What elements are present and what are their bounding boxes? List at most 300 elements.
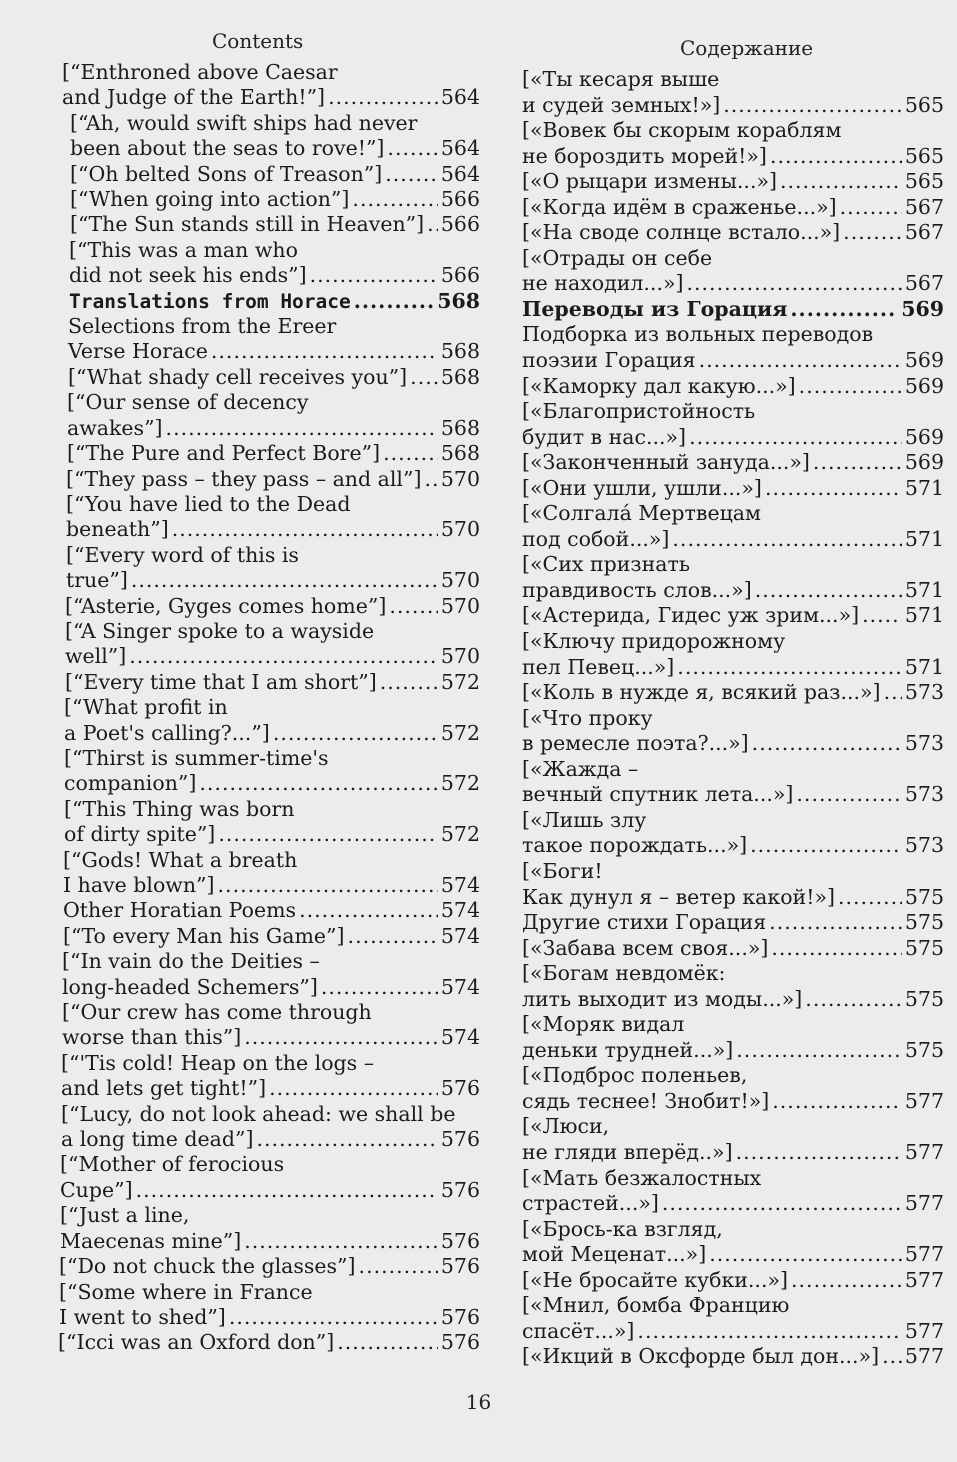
dot-leader — [838, 885, 902, 911]
toc-entry[interactable] — [522, 1217, 944, 1268]
page-ref: 577 — [904, 1191, 944, 1216]
toc-entry[interactable] — [63, 848, 480, 899]
page-ref: 572 — [440, 720, 480, 745]
entry-last-line — [61, 1127, 480, 1152]
toc-entry[interactable] — [522, 552, 944, 603]
entry-last-line — [522, 782, 944, 808]
dot-leader — [424, 467, 437, 492]
page-ref: 576 — [440, 1228, 480, 1253]
page-ref: 574 — [440, 923, 480, 948]
entry-title-line: [«Вовек бы скорым кораблям — [522, 118, 842, 143]
dot-leader — [269, 1076, 438, 1101]
entry-last-line — [522, 910, 944, 936]
entry-title-line: [“To every Man his Game”] — [63, 923, 345, 948]
entry-title-line: Cupe”] — [60, 1177, 133, 1202]
page-ref: 565 — [904, 169, 944, 194]
toc-entry[interactable] — [64, 695, 480, 746]
entry-title-line: [“This was a man who — [69, 237, 298, 262]
entry-last-line — [58, 1330, 480, 1355]
page-ref: 572 — [440, 669, 480, 694]
entry-last-line — [61, 1076, 480, 1101]
entry-last-line — [69, 263, 480, 288]
toc-entry[interactable] — [522, 220, 944, 246]
toc-entry[interactable] — [522, 1344, 944, 1370]
page-ref: 575 — [904, 986, 944, 1011]
entry-title-line: Как дунул я – ветер какой!»] — [522, 884, 835, 909]
dot-leader — [723, 93, 902, 119]
page-ref: 573 — [904, 731, 944, 756]
toc-entry[interactable] — [522, 936, 944, 962]
page-ref: 567 — [904, 220, 944, 245]
dot-leader — [256, 1127, 437, 1152]
dot-leader — [677, 655, 902, 681]
page-ref: 576 — [440, 1177, 480, 1202]
page-ref: 565 — [904, 143, 944, 168]
page-ref: 577 — [904, 1318, 944, 1343]
dot-leader — [299, 898, 438, 923]
dot-leader — [672, 527, 901, 553]
dot-leader — [131, 568, 438, 593]
entry-last-line — [522, 144, 944, 170]
entry-title-line: [“Thirst is summer-time's — [64, 745, 329, 770]
page-ref: 566 — [440, 212, 480, 237]
entry-last-line — [522, 731, 944, 757]
page-ref: 576 — [440, 1076, 480, 1101]
entry-title-line: [«Боги! — [522, 858, 603, 883]
entry-title-line: awakes”] — [67, 415, 163, 440]
page-ref: 564 — [440, 136, 480, 161]
dot-leader — [770, 144, 902, 170]
page-ref: 574 — [440, 898, 480, 923]
entry-title-line: beneath”] — [66, 517, 169, 542]
page-ref: 577 — [904, 1088, 944, 1113]
page-ref: 576 — [440, 1127, 480, 1152]
entry-last-line — [67, 416, 480, 441]
toc-entries-russian — [522, 67, 944, 1370]
page-ref: 571 — [904, 603, 944, 628]
entry-last-line — [62, 85, 480, 110]
entry-title-line: long-headed Schemers”] — [62, 974, 318, 999]
dot-leader — [884, 680, 902, 706]
entry-title-line: [“Icci was an Oxford don”] — [58, 1330, 335, 1355]
entry-title-line: Переводы из Горация — [522, 296, 788, 321]
toc-entry[interactable] — [522, 476, 944, 502]
entry-last-line — [522, 680, 944, 706]
entry-title-line: [«О рыцари измены...»] — [522, 169, 777, 194]
entry-last-line — [522, 1191, 944, 1217]
entry-last-line — [522, 450, 944, 476]
page-ref: 568 — [440, 364, 480, 389]
entry-title-line: of dirty spite”] — [64, 822, 216, 847]
dot-leader — [813, 450, 902, 476]
entry-title-line: Translations from Horace — [69, 289, 351, 313]
page-ref: 577 — [904, 1267, 944, 1292]
page-ref: 571 — [904, 577, 944, 602]
toc-entry[interactable] — [522, 961, 944, 1012]
entry-title-line: [«Они ушли, ушли...»] — [522, 475, 762, 500]
entry-title-line: [«Отрады он себе — [522, 245, 713, 270]
toc-entry[interactable] — [522, 1114, 944, 1165]
entry-title-line: [“They pass – they pass – and all”] — [66, 466, 422, 491]
entry-last-line — [64, 822, 480, 847]
toc-entry[interactable] — [66, 492, 480, 543]
entry-last-line — [522, 195, 944, 221]
contents-heading: Contents — [212, 29, 304, 53]
entry-last-line — [65, 670, 480, 695]
entry-last-line — [522, 1089, 944, 1115]
entry-last-line — [62, 975, 480, 1000]
page-ref: 575 — [904, 884, 944, 909]
entry-title-line: Other Horatian Poems — [63, 898, 297, 923]
entry-title-line: companion”] — [64, 771, 197, 796]
entry-last-line — [59, 1254, 480, 1279]
entry-last-line — [522, 833, 944, 859]
entry-title-line: [“Ah, would swift ships had never — [70, 110, 418, 135]
toc-entry[interactable] — [65, 619, 480, 670]
toc-entry[interactable] — [65, 670, 480, 695]
dot-leader — [244, 1229, 438, 1254]
toc-entry[interactable] — [522, 808, 944, 859]
page-ref: 570 — [440, 644, 480, 669]
entry-title-line: и судей земных!»] — [522, 92, 721, 117]
entry-title-line: [«Астерида, Гидес уж зрим...»] — [522, 603, 860, 628]
entry-title-line: [«Что проку — [522, 705, 653, 730]
entry-last-line — [522, 297, 944, 323]
dot-leader — [862, 603, 902, 629]
entry-title-line: лить выходит из моды...»] — [522, 986, 803, 1011]
toc-entry[interactable] — [62, 1000, 480, 1051]
entry-last-line — [65, 594, 480, 619]
toc-entry[interactable] — [522, 169, 944, 195]
toc-entry[interactable] — [522, 297, 944, 323]
entry-last-line — [63, 924, 480, 949]
entry-title-line: [“Enthroned above Caesar — [62, 60, 338, 84]
dot-leader — [310, 263, 438, 288]
dot-leader — [218, 873, 438, 898]
page-ref: 571 — [904, 526, 944, 551]
page-ref: 577 — [904, 1242, 944, 1267]
entry-title-line: [“Just a line, — [60, 1203, 190, 1228]
dot-leader — [380, 670, 438, 695]
page-ref: 567 — [904, 271, 944, 296]
entry-title-line: [«Лишь злу — [522, 807, 647, 832]
toc-entry[interactable] — [522, 1166, 944, 1217]
dot-leader — [840, 195, 902, 221]
page-ref: 575 — [904, 910, 944, 935]
toc-entry[interactable] — [63, 898, 480, 923]
toc-entry[interactable] — [522, 374, 944, 400]
entry-last-line — [66, 517, 480, 542]
entry-last-line — [522, 425, 944, 451]
toc-entry[interactable] — [522, 118, 944, 169]
toc-entry[interactable] — [67, 390, 480, 441]
entry-last-line — [68, 339, 480, 364]
entry-last-line — [62, 1025, 480, 1050]
dot-leader — [843, 220, 902, 246]
entry-title-line: в ремесле поэта?...»] — [522, 731, 749, 756]
entry-title-line: a long time dead”] — [61, 1127, 254, 1152]
entry-title-line: [“Our sense of decency — [67, 390, 309, 415]
page-ref: 564 — [440, 85, 480, 110]
page-ref: 576 — [440, 1330, 480, 1355]
entry-title-line: [“Some where in France — [59, 1279, 313, 1304]
entry-last-line — [522, 476, 944, 502]
entry-title-line: a Poet's calling?...”] — [64, 720, 270, 745]
entry-title-line: [«Законченный зануда...»] — [522, 450, 810, 475]
entry-last-line — [522, 93, 944, 119]
page-ref: 569 — [904, 348, 944, 373]
page-ref: 575 — [904, 935, 944, 960]
entry-title-line: [«Ты кесаря выше — [522, 67, 720, 91]
entry-title-line: [«Моряк видал — [522, 1012, 685, 1037]
entry-title-line: Selections from the Ereer — [68, 314, 337, 339]
entry-title-line: I have blown”] — [63, 873, 215, 897]
entry-title-line: вечный спутник лета...»] — [522, 782, 794, 807]
entry-title-line: worse than this”] — [62, 1025, 242, 1050]
toc-entry[interactable] — [522, 1268, 944, 1294]
entry-last-line — [66, 568, 480, 593]
page-ref: 565 — [904, 92, 944, 117]
entry-last-line — [63, 873, 480, 898]
toc-entry[interactable] — [62, 949, 480, 1000]
entry-title-line: [“The Sun stands still in Heaven”] — [70, 212, 425, 237]
dot-leader — [321, 975, 438, 1000]
dot-leader — [273, 721, 438, 746]
toc-entry[interactable] — [62, 60, 480, 111]
entry-title-line: [“A Singer spoke to a wayside — [65, 618, 375, 643]
entry-title-line: [“Do not chuck the glasses”] — [59, 1254, 356, 1279]
entry-last-line — [522, 578, 944, 604]
entry-last-line — [70, 212, 480, 237]
toc-entry[interactable] — [61, 1051, 480, 1102]
entry-title-line: [“Gods! What a breath — [63, 847, 298, 872]
entry-title-line: Maecenas mine”] — [60, 1228, 242, 1253]
dot-leader — [354, 289, 434, 314]
toc-entry[interactable] — [70, 212, 480, 237]
dot-leader — [199, 771, 437, 796]
entry-last-line — [70, 187, 480, 212]
page-ref: 576 — [440, 1254, 480, 1279]
page-ref: 571 — [904, 475, 944, 500]
dot-leader — [229, 1305, 438, 1330]
toc-entry[interactable] — [522, 1293, 944, 1344]
page-ref: 574 — [440, 974, 480, 999]
page-ref: 573 — [904, 782, 944, 807]
dot-leader — [385, 162, 438, 187]
entry-title-line: под собой...»] — [522, 526, 670, 551]
entry-last-line — [522, 1319, 944, 1345]
toc-entry[interactable] — [522, 629, 944, 680]
entry-title-line: [«Благопристойность — [522, 399, 756, 424]
entry-title-line: [“What shady cell receives you”] — [68, 364, 408, 389]
page-ref: 573 — [904, 833, 944, 858]
contents-column-english — [58, 24, 480, 1356]
entry-last-line — [59, 1305, 480, 1330]
toc-entry[interactable] — [70, 187, 480, 212]
entry-last-line — [64, 721, 480, 746]
entry-title-line: не бороздить морей!»] — [522, 143, 767, 168]
entry-title-line: true”] — [66, 568, 128, 593]
toc-entry[interactable] — [522, 603, 944, 629]
page-ref: 568 — [440, 415, 480, 440]
entry-last-line — [60, 1178, 480, 1203]
entry-title-line: well”] — [65, 644, 127, 669]
dot-leader — [348, 924, 438, 949]
page-ref: 566 — [440, 187, 480, 212]
dot-leader — [387, 136, 437, 161]
dot-leader — [771, 936, 901, 962]
page-ref: 570 — [440, 466, 480, 491]
dot-leader — [427, 212, 438, 237]
toc-entry[interactable] — [522, 1012, 944, 1063]
page-ref: 570 — [440, 517, 480, 542]
dot-leader — [383, 441, 438, 466]
dot-leader — [172, 517, 438, 542]
entry-last-line — [522, 220, 944, 246]
toc-entry[interactable] — [522, 322, 944, 373]
dot-leader — [699, 348, 902, 374]
page-ref: 568 — [437, 288, 480, 313]
entry-last-line — [522, 1344, 944, 1370]
dot-leader — [736, 1140, 902, 1166]
entry-title-line: I went to shed”] — [59, 1304, 226, 1329]
page-ref: 575 — [904, 1037, 944, 1062]
toc-entry[interactable] — [64, 746, 480, 797]
page-ref: 569 — [901, 296, 944, 321]
toc-entry[interactable] — [68, 365, 480, 390]
contents-heading-russian: Содержание — [680, 36, 814, 60]
entry-title-line: [“Lucy, do not look ahead: we shall be — [61, 1101, 456, 1126]
dot-leader — [755, 578, 902, 604]
toc-entry[interactable] — [522, 67, 944, 118]
toc-entry[interactable] — [66, 467, 480, 492]
toc-entry[interactable] — [522, 706, 944, 757]
dot-leader — [129, 644, 438, 669]
toc-entry[interactable] — [65, 594, 480, 619]
toc-entry[interactable] — [522, 1063, 944, 1114]
entry-title-line: been about the seas to rove!”] — [70, 136, 385, 161]
page-number: 16 — [465, 1390, 492, 1414]
dot-leader — [337, 1330, 438, 1355]
entry-last-line — [67, 441, 480, 466]
entry-last-line — [522, 1038, 944, 1064]
entry-title-line: [“Mother of ferocious — [60, 1152, 285, 1177]
entry-title-line: [«Сих признать — [522, 552, 690, 577]
toc-entry[interactable] — [69, 238, 480, 289]
entry-title-line: [“Oh belted Sons of Treason”] — [70, 161, 383, 186]
entry-title-line: Подборка из вольных переводов — [522, 322, 874, 347]
toc-entry[interactable] — [522, 399, 944, 450]
entry-title-line: [“'Tis cold! Heap on the logs – — [61, 1050, 374, 1075]
entry-title-line: мой Меценат...»] — [522, 1242, 707, 1267]
dot-leader — [736, 1038, 902, 1064]
page-ref: 570 — [440, 568, 480, 593]
entry-title-line: [“In vain do the Deities – — [62, 949, 320, 974]
toc-entry[interactable] — [522, 246, 944, 297]
toc-entry[interactable] — [59, 1280, 480, 1331]
toc-entry[interactable] — [68, 314, 480, 365]
dot-leader — [218, 822, 438, 847]
dot-leader — [359, 1254, 438, 1279]
toc-entry[interactable] — [64, 797, 480, 848]
dot-leader — [689, 425, 902, 451]
contents-column-russian — [522, 31, 944, 1370]
entry-last-line — [522, 1242, 944, 1268]
toc-entry[interactable] — [60, 1203, 480, 1254]
toc-entry[interactable] — [61, 1102, 480, 1153]
toc-entry[interactable] — [66, 543, 480, 594]
toc-entry[interactable] — [522, 195, 944, 221]
entry-title-line: [“The Pure and Perfect Bore”] — [67, 441, 381, 466]
dot-leader — [769, 910, 902, 936]
toc-entry[interactable] — [58, 1330, 480, 1355]
dot-leader — [244, 1025, 438, 1050]
entry-title-line: такое порождать...»] — [522, 833, 748, 858]
toc-entry[interactable] — [522, 859, 944, 910]
entry-last-line — [522, 1140, 944, 1166]
entry-last-line — [522, 1268, 944, 1294]
toc-entry[interactable] — [522, 450, 944, 476]
entry-title-line: [«Жажда – — [522, 756, 639, 781]
entry-last-line — [522, 885, 944, 911]
entry-title-line: [«На своде солнце встало...»] — [522, 220, 841, 245]
toc-entry[interactable] — [63, 924, 480, 949]
entry-last-line — [522, 655, 944, 681]
entry-last-line — [65, 644, 480, 669]
page-ref: 568 — [440, 339, 480, 364]
toc-entry[interactable] — [70, 111, 480, 162]
toc-entry[interactable] — [69, 289, 480, 314]
toc-entry[interactable] — [67, 441, 480, 466]
page-ref: 571 — [904, 654, 944, 679]
dot-leader — [211, 339, 438, 364]
entry-title-line: [“You have lied to the Dead — [66, 491, 351, 516]
toc-entry[interactable] — [60, 1152, 480, 1203]
dot-leader — [796, 782, 901, 808]
dot-leader — [805, 987, 902, 1013]
page-ref: 564 — [440, 161, 480, 186]
dot-leader — [790, 297, 898, 323]
entry-last-line — [60, 1229, 480, 1254]
toc-entry[interactable] — [59, 1254, 480, 1279]
toc-entry[interactable] — [522, 501, 944, 552]
entry-title-line: не находил...»] — [522, 271, 684, 296]
toc-entry[interactable] — [70, 162, 480, 187]
entry-title-line: [«Богам невдомёк: — [522, 961, 726, 986]
entry-title-line: [«Брось-ка взгляд, — [522, 1216, 723, 1241]
dot-leader — [136, 1178, 438, 1203]
dot-leader — [389, 594, 438, 619]
entry-title-line: [“Every time that I am short”] — [65, 669, 377, 694]
dot-leader — [328, 85, 438, 110]
page-ref: 569 — [904, 450, 944, 475]
entry-title-line: [“What profit in — [64, 695, 228, 720]
page-ref: 567 — [904, 194, 944, 219]
entry-last-line — [70, 136, 480, 161]
toc-entry[interactable] — [522, 910, 944, 936]
entry-title-line: Verse Horace — [68, 339, 208, 364]
dot-leader — [752, 731, 902, 757]
toc-entry[interactable] — [522, 680, 944, 706]
entry-last-line — [68, 365, 480, 390]
toc-entry[interactable] — [522, 757, 944, 808]
dot-leader — [662, 1191, 902, 1217]
entry-title-line: поэзии Горация — [522, 348, 696, 373]
dot-leader — [637, 1319, 901, 1345]
dot-leader — [410, 365, 438, 390]
dot-leader — [882, 1344, 902, 1370]
entry-title-line: [“Asterie, Gyges comes home”] — [65, 593, 387, 618]
